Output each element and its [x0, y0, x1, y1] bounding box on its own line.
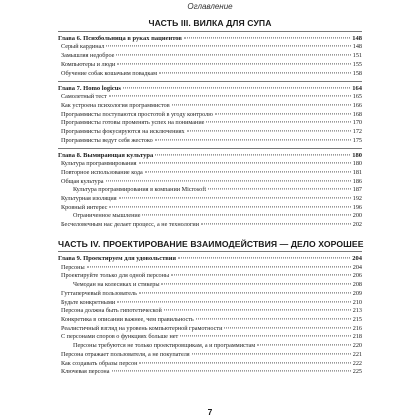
- entry-title: Компьютеры и люди: [61, 60, 116, 68]
- toc-section: [58, 333, 362, 342]
- chapter-rule: [58, 31, 362, 32]
- dot-leader: [87, 266, 351, 267]
- entry-title: Будьте конкретными: [61, 298, 116, 306]
- entry-title: Глава 7. Homo logicus: [58, 84, 121, 92]
- dot-leader: [159, 72, 351, 73]
- toc-section: [58, 290, 362, 299]
- part-heading: ЧАСТЬ III. ВИЛКА ДЛЯ СУПА: [148, 18, 272, 28]
- toc-section: [58, 272, 362, 281]
- entry-title: Гуттаперчевый пользователь: [61, 289, 137, 297]
- entry-page: 200: [352, 212, 362, 220]
- toc-section: [58, 169, 362, 178]
- entry-title: С персонами споров о функциях больше нет: [61, 333, 179, 341]
- dot-leader: [106, 180, 351, 181]
- dot-leader: [155, 139, 351, 140]
- chapter-rule: [58, 251, 362, 252]
- toc-section: [58, 93, 362, 102]
- table-of-contents: [58, 10, 362, 377]
- entry-page: 180: [352, 160, 362, 168]
- toc-section: [58, 70, 362, 79]
- entry-page: 164: [352, 84, 362, 92]
- entry-title: Культурная изоляция: [61, 195, 117, 203]
- toc-section: [58, 43, 362, 52]
- toc-section: [58, 160, 362, 169]
- dot-leader: [112, 371, 351, 372]
- toc-section: [58, 111, 362, 120]
- entry-page: 209: [352, 289, 362, 297]
- toc-section: [58, 264, 362, 273]
- dot-leader: [196, 318, 351, 319]
- dot-leader: [117, 63, 350, 64]
- dot-leader: [142, 215, 350, 216]
- part-heading: ЧАСТЬ IV. ПРОЕКТИРОВАНИЕ ВЗАИМОДЕЙСТВИЯ — ДЕЛО ХОРОШЕЕ: [58, 238, 364, 249]
- dot-leader: [187, 130, 351, 131]
- dot-leader: [224, 327, 350, 328]
- dot-leader: [201, 224, 351, 225]
- chapter-rule: [58, 148, 362, 149]
- entry-page: 218: [352, 333, 362, 341]
- entry-page: 216: [352, 324, 362, 332]
- entry-title: Конкретика в описании важнее, чем правильность: [61, 316, 194, 323]
- toc-section: [58, 360, 362, 369]
- dot-leader: [208, 189, 351, 190]
- dot-leader: [123, 87, 350, 88]
- entry-title: Проектируйте только для одной персоны: [61, 272, 170, 280]
- dot-leader: [206, 122, 350, 123]
- toc-section: [58, 325, 362, 334]
- entry-title: Программисты поступаются простотой в угоду контролю: [61, 110, 213, 118]
- entry-title: Ограниченное мышление: [73, 212, 141, 220]
- entry-page: 166: [352, 101, 362, 109]
- toc-section: [58, 351, 362, 360]
- entry-title: Культура программирования: [61, 160, 137, 168]
- dot-leader: [145, 171, 351, 172]
- dot-leader: [109, 96, 351, 97]
- chapter-heading: [58, 151, 362, 160]
- entry-title: Программисты готовы променять успех на понимание: [61, 119, 205, 127]
- entry-page: 180: [352, 151, 362, 159]
- entry-title: Персоны требуются не только проектировщикам, а и программистам: [73, 342, 256, 350]
- toc-section: [58, 128, 362, 137]
- entry-title: Повторное использование кода: [61, 168, 143, 176]
- dot-leader: [106, 46, 350, 47]
- dot-leader: [161, 284, 350, 285]
- toc-section: [58, 299, 362, 308]
- toc-section: [58, 61, 362, 70]
- dot-leader: [184, 37, 350, 38]
- entry-page: 187: [352, 186, 362, 194]
- entry-title: Ключевая персона: [61, 368, 110, 376]
- entry-page: 208: [352, 281, 362, 289]
- dot-leader: [139, 163, 351, 164]
- entry-title: Чемодан на колесиках и стикеры: [73, 281, 160, 289]
- entry-title: Персона должна быть гипотетической: [61, 307, 162, 315]
- dot-leader: [139, 292, 351, 293]
- dot-leader: [119, 197, 351, 198]
- entry-title: Персоны: [61, 263, 85, 271]
- toc-section: [58, 368, 362, 377]
- entry-title: Персона отражает пользователя, а не покупателя: [61, 350, 190, 358]
- entry-title: Бесчеловечным нас делает процесс, а не технологии: [61, 221, 200, 229]
- entry-page: 172: [352, 127, 362, 135]
- entry-title: Глава 9. Проектируем для удовольствия: [58, 255, 177, 263]
- entry-page: 213: [352, 307, 362, 315]
- toc-subsection: [58, 281, 362, 290]
- dot-leader: [171, 275, 351, 276]
- dot-leader: [192, 353, 351, 354]
- toc-section: [58, 178, 362, 187]
- dot-leader: [109, 206, 350, 207]
- entry-title: Замышляя недоброе: [61, 52, 115, 60]
- entry-page: 175: [352, 136, 362, 144]
- entry-page: 158: [352, 69, 362, 77]
- toc-section: [58, 316, 362, 325]
- entry-page: 148: [352, 43, 362, 51]
- entry-page: 221: [352, 350, 362, 358]
- entry-page: 225: [352, 368, 362, 376]
- page-number: 7: [207, 407, 213, 417]
- dot-leader: [116, 55, 350, 56]
- entry-title: Глава 6. Психбольница в руках пациентов: [58, 35, 182, 42]
- toc-section: [58, 137, 362, 146]
- entry-page: 204: [352, 255, 362, 263]
- toc-section: [58, 204, 362, 213]
- entry-page: 168: [352, 110, 362, 118]
- dot-leader: [155, 154, 350, 155]
- entry-title: Общая культура: [61, 177, 104, 185]
- entry-page: 165: [352, 93, 362, 101]
- entry-page: 170: [352, 119, 362, 127]
- toc-section: [58, 307, 362, 316]
- entry-title: Глава 8. Вымирающая культура: [58, 151, 154, 159]
- entry-page: 196: [352, 203, 362, 211]
- entry-page: 186: [352, 177, 362, 185]
- dot-leader: [139, 362, 350, 363]
- chapter-rule: [58, 81, 362, 82]
- entry-title: Кровный интерес: [61, 203, 108, 211]
- entry-title: Самолетный тест: [61, 93, 107, 101]
- entry-page: 148: [352, 35, 362, 42]
- entry-page: 151: [352, 52, 362, 60]
- entry-page: 192: [352, 195, 362, 203]
- dot-leader: [215, 113, 351, 114]
- toc-section: [58, 195, 362, 204]
- chapter-heading: [58, 254, 362, 263]
- dot-leader: [178, 258, 350, 259]
- toc-subsection: [58, 342, 362, 351]
- entry-page: 210: [352, 298, 362, 306]
- dot-leader: [180, 336, 351, 337]
- entry-page: 204: [352, 263, 362, 271]
- entry-page: 155: [352, 60, 362, 68]
- entry-title: Программисты ведут себя жестоко: [61, 136, 153, 144]
- entry-page: 222: [352, 359, 362, 367]
- toc-subsection: [58, 212, 362, 221]
- entry-title: Обучение собак кошачьим повадкам: [61, 69, 158, 77]
- entry-title: Программисты фокусируются на исключениях: [61, 127, 185, 135]
- entry-page: 206: [352, 272, 362, 280]
- entry-page: 215: [352, 316, 362, 323]
- entry-page: 220: [352, 342, 362, 350]
- toc-section: [58, 119, 362, 128]
- dot-leader: [172, 104, 351, 105]
- entry-title: Как создавать образы персон: [61, 359, 138, 367]
- chapter-heading: [58, 34, 362, 43]
- dot-leader: [257, 345, 351, 346]
- entry-title: Как устроена психология программистов: [61, 101, 170, 109]
- toc-section: [58, 221, 362, 230]
- dot-leader: [164, 310, 351, 311]
- entry-title: Серый кардинал: [61, 43, 105, 51]
- toc-section: [58, 52, 362, 61]
- entry-title: Культура программирования в компании Microsoft: [73, 186, 207, 194]
- toc-subsection: [58, 186, 362, 195]
- entry-page: 181: [352, 168, 362, 176]
- toc-section: [58, 102, 362, 111]
- entry-title: Реалистичный взгляд на уровень компьютерной грамотности: [61, 324, 223, 332]
- entry-page: 202: [352, 221, 362, 229]
- chapter-heading: [58, 84, 362, 93]
- dot-leader: [117, 301, 351, 302]
- running-head: Оглавление: [187, 2, 233, 11]
